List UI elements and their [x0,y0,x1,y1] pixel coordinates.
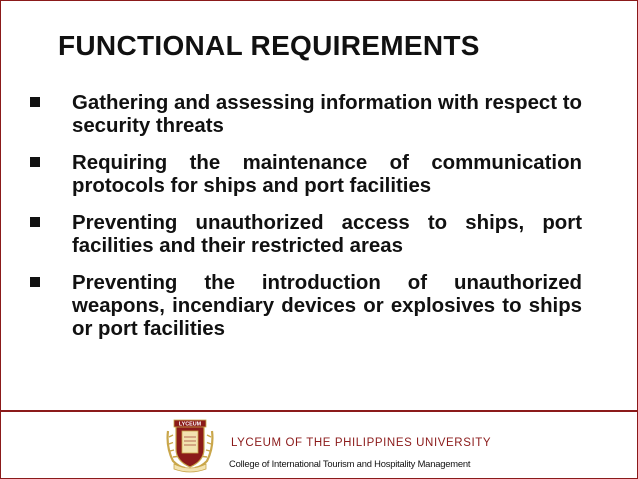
bullet-text: Gathering and assessing information with respect to security threats [72,92,582,137]
square-bullet-icon [30,97,40,107]
bullet-text: Requiring the maintenance of communication protocols for ships and port facilities [72,152,582,197]
slide-title: FUNCTIONAL REQUIREMENTS [58,30,480,61]
university-name: LYCEUM OF THE PHILIPPINES UNIVERSITY [231,437,492,449]
bullet-item [30,272,582,341]
bullet-item [30,212,582,258]
bullet-list [30,92,582,355]
bullet-text: Preventing the introduction of unauthorized weapons, incendiary devices or explosives to ships or port facilities [72,272,582,340]
bullet-item [30,152,582,198]
bullet-item [30,92,582,138]
university-seal-logo [165,417,215,473]
bullet-text: Preventing unauthorized access to ships, port facilities and their restricted areas [72,212,582,257]
square-bullet-icon [30,217,40,227]
logo-text: LYCEUM [178,421,202,428]
college-name: College of International Tourism and Hospitality Management [229,458,471,469]
square-bullet-icon [30,277,40,287]
square-bullet-icon [30,157,40,167]
